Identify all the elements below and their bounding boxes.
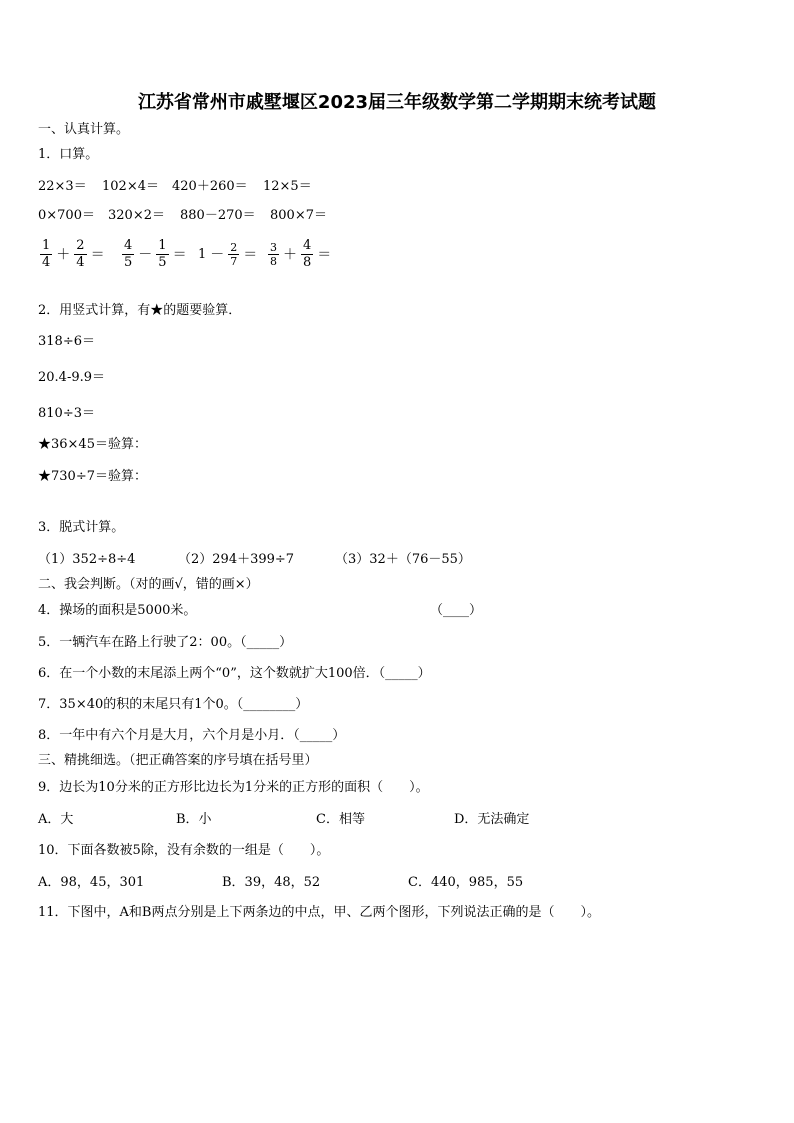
section3-heading: 三、精挑细选。（把正确答案的序号填在括号里） (38, 753, 318, 768)
choice-option: B．39，48，52 (222, 875, 321, 890)
fraction-expression: 1 － $\frac{2}{7}$ ＝ (198, 240, 258, 268)
oral-item: 880－270＝ (180, 208, 256, 223)
judge-question: 5．一辆汽车在路上行驶了2：00。（_____） (38, 635, 293, 650)
choice-option: A．98，45，301 (38, 875, 145, 890)
choice-question: 10．下面各数被5除，没有余数的一组是（ ）。 (38, 843, 330, 858)
oral-item: 320×2＝ (108, 208, 165, 223)
oral-item: 800×7＝ (270, 208, 327, 223)
fraction-expression: $\frac{4}{5}$ － $\frac{1}{5}$ ＝ (124, 237, 187, 270)
fraction-expression: $\frac{3}{8}$ ＋ $\frac{4}{8}$ ＝ (270, 237, 332, 270)
choice-option: D．无法确定 (454, 812, 530, 827)
oral-item: 102×4＝ (102, 179, 159, 194)
choice-option: C．相等 (316, 812, 365, 827)
vertical-calc-item: ★36×45＝验算： (38, 437, 147, 452)
fraction: $\frac{3}{8}$ (270, 240, 277, 268)
q1-label: 1．口算。 (38, 147, 99, 162)
choice-question: 9．边长为10分米的正方形比边长为1分米的正方形的面积（ ）。 (38, 780, 429, 795)
vertical-calc-item: ★730÷7＝验算： (38, 469, 147, 484)
vertical-calc-item: 318÷6＝ (38, 334, 95, 349)
q2-label: 2．用竖式计算，有★的题要验算． (38, 303, 242, 318)
choice-option: B．小 (176, 812, 212, 827)
choice-option: C．440，985，55 (408, 875, 524, 890)
page-title: 江苏省常州市戚墅堰区2023届三年级数学第二学期期末统考试题 (137, 92, 657, 113)
stepwise-item: （3）32＋（76－55） (335, 552, 471, 567)
section1-heading: 一、认真计算。 (38, 122, 130, 137)
judge-question: 7．35×40的积的末尾只有1个0。（________） (38, 697, 309, 712)
oral-item: 22×3＝ (38, 179, 87, 194)
q3-label: 3．脱式计算。 (38, 520, 125, 535)
vertical-calc-item: 20.4-9.9＝ (38, 370, 106, 385)
fraction: $\frac{2}{4}$ (76, 237, 85, 270)
stepwise-item: （2）294＋399÷7 (178, 552, 295, 567)
answer-blank: （____） (430, 603, 483, 618)
choice-option: A．大 (38, 812, 74, 827)
fraction: $\frac{2}{7}$ (230, 240, 238, 268)
fraction: $\frac{1}{4}$ (42, 237, 51, 270)
judge-question: 4．操场的面积是5000米。 (38, 603, 197, 618)
fraction: $\frac{4}{8}$ (303, 237, 312, 270)
choice-question: 11．下图中，A和B两点分别是上下两条边的中点，甲、乙两个图形，下列说法正确的是（ ）。 (38, 905, 600, 920)
stepwise-item: （1）352÷8÷4 (38, 552, 136, 567)
vertical-calc-item: 810÷3＝ (38, 406, 95, 421)
judge-question: 8．一年中有六个月是大月，六个月是小月．（_____） (38, 728, 346, 743)
judge-question: 6．在一个小数的末尾添上两个“0”，这个数就扩大100倍．（_____） (38, 666, 431, 681)
fraction-expression: $\frac{1}{4}$ ＋ $\frac{2}{4}$ ＝ (42, 237, 105, 270)
oral-item: 12×5＝ (263, 179, 312, 194)
section2-heading: 二、我会判断。（对的画√，错的画×） (38, 577, 259, 592)
oral-item: 0×700＝ (38, 208, 95, 223)
fraction: $\frac{4}{5}$ (124, 237, 133, 270)
fraction: $\frac{1}{5}$ (158, 237, 167, 270)
oral-item: 420＋260＝ (172, 179, 248, 194)
